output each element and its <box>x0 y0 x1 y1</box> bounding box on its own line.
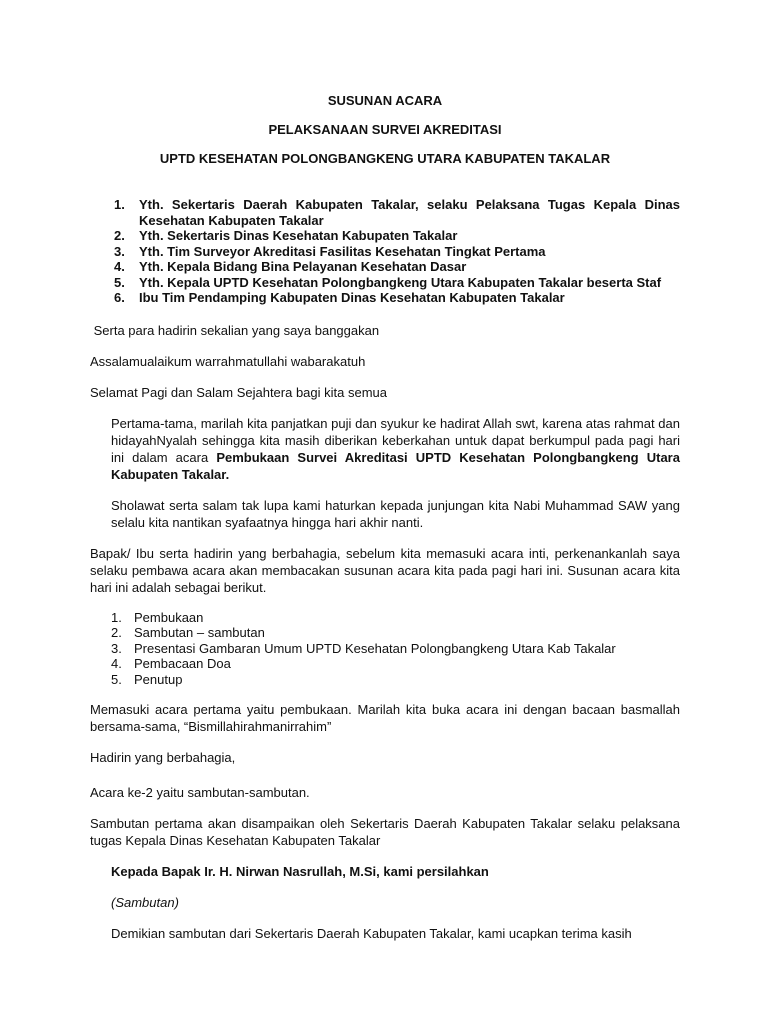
list-number: 1. <box>114 197 125 212</box>
list-number: 6. <box>114 290 125 305</box>
list-item <box>114 243 680 260</box>
paragraph-pagi: Selamat Pagi dan Salam Sejahtera bagi kita semua <box>90 384 388 400</box>
paragraph-sholawat: Sholawat serta salam tak lupa kami haturkan kepada junjungan kita Nabi Muhammad SAW yang selalu kita nantikan syafaatnya hingga hari akhir nanti. <box>111 497 680 530</box>
list-number: 3. <box>114 243 125 259</box>
list-number: 5. <box>114 274 125 290</box>
paragraph-acara2: Acara ke-2 yaitu sambutan-sambutan. <box>90 785 310 800</box>
list-item <box>114 259 680 275</box>
list-item <box>111 625 680 641</box>
list-text: Pembacaan Doa <box>134 656 231 671</box>
list-item <box>114 197 680 228</box>
list-text: Pembukaan <box>134 609 204 625</box>
list-text: Yth. Sekertaris Daerah Kabupaten Takalar, selaku Pelaksana Tugas Kepala Dinas Kesehatan Kabupaten Takalar <box>139 197 680 228</box>
list-text: Sambutan – sambutan <box>134 625 265 640</box>
list-text: Yth. Kepala UPTD Kesehatan Polongbangkeng Utara Kabupaten Takalar beserta Staf <box>139 274 662 290</box>
agenda-list <box>90 610 680 688</box>
list-text: Yth. Sekertaris Dinas Kesehatan Kabupaten Takalar <box>139 228 458 243</box>
paragraph-pertama-bold: Pembukaan Survei Akreditasi UPTD Kesehatan Polongbangkeng Utara Kabupaten Takalar. <box>111 449 680 482</box>
paragraph-memasuki: Memasuki acara pertama yaitu pembukaan. Marilah kita buka acara ini dengan bacaan basmallah bersama-sama, “Bismillahirahmanirrahim” <box>90 702 680 734</box>
paragraph-serta: Serta para hadirin sekalian yang saya banggakan <box>90 322 380 338</box>
doc-title: SUSUNAN ACARA <box>327 93 443 108</box>
list-item <box>111 641 680 657</box>
list-number: 2. <box>114 228 125 243</box>
list-text: Penutup <box>134 671 183 687</box>
paragraph-demikian: Demikian sambutan dari Sekertaris Daerah Kabupaten Takalar, kami ucapkan terima kasih <box>111 926 632 941</box>
list-text: Yth. Tim Surveyor Akreditasi Fasilitas Kesehatan Tingkat Pertama <box>139 243 546 259</box>
list-text: Presentasi Gambaran Umum UPTD Kesehatan Polongbangkeng Utara Kab Takalar <box>134 640 616 656</box>
list-item <box>114 274 680 291</box>
paragraph-sambutan-pertama: Sambutan pertama akan disampaikan oleh Sekertaris Daerah Kabupaten Takalar selaku pelaksana tugas Kepala Dinas Kesehatan Kabupaten Takalar <box>90 816 680 848</box>
list-number: 4. <box>114 259 125 274</box>
list-number: 5. <box>111 671 122 687</box>
paragraph-salam: Assalamualaikum warrahmatullahi wabarakatuh <box>90 353 366 369</box>
paragraph-pertama <box>90 415 680 483</box>
paragraph-bapak: Bapak/ Ibu serta hadirin yang berbahagia, sebelum kita memasuki acara inti, perkenankanlah saya selaku pembawa acara akan membacakan susunan acara kita pada pagi hari ini. Susunan acara kita hari ini adalah sebagai berikut. <box>90 545 680 595</box>
list-item <box>111 656 680 672</box>
list-text: Ibu Tim Pendamping Kabupaten Dinas Kesehatan Kabupaten Takalar <box>139 290 565 305</box>
list-number: 3. <box>111 640 122 656</box>
paragraph-hadirin: Hadirin yang berbahagia, <box>90 750 236 765</box>
paragraph-sambutan-note: (Sambutan) <box>111 895 179 910</box>
list-item <box>114 228 680 244</box>
doc-subtitle: PELAKSANAAN SURVEI AKREDITASI <box>268 122 502 137</box>
list-item <box>111 610 680 626</box>
paragraph-pertama-text: Pertama-tama, marilah kita panjatkan puji dan syukur ke hadirat Allah swt, karena atas rahmat dan hidayahNyalah sehingga kita masih diberikan keberkahan untuk dapat berkumpul pada pagi hari ini dalam acara <box>111 415 680 465</box>
list-text: Yth. Kepala Bidang Bina Pelayanan Kesehatan Dasar <box>139 259 467 274</box>
list-item <box>111 672 680 688</box>
list-number: 4. <box>111 656 122 671</box>
doc-organization: UPTD KESEHATAN POLONGBANGKENG UTARA KABUPATEN TAKALAR <box>159 151 611 166</box>
list-number: 1. <box>111 609 122 625</box>
list-number: 2. <box>111 625 122 640</box>
paragraph-kepada: Kepada Bapak Ir. H. Nirwan Nasrullah, M.Si, kami persilahkan <box>111 864 489 879</box>
list-item <box>114 290 680 306</box>
addressee-list <box>90 197 680 306</box>
